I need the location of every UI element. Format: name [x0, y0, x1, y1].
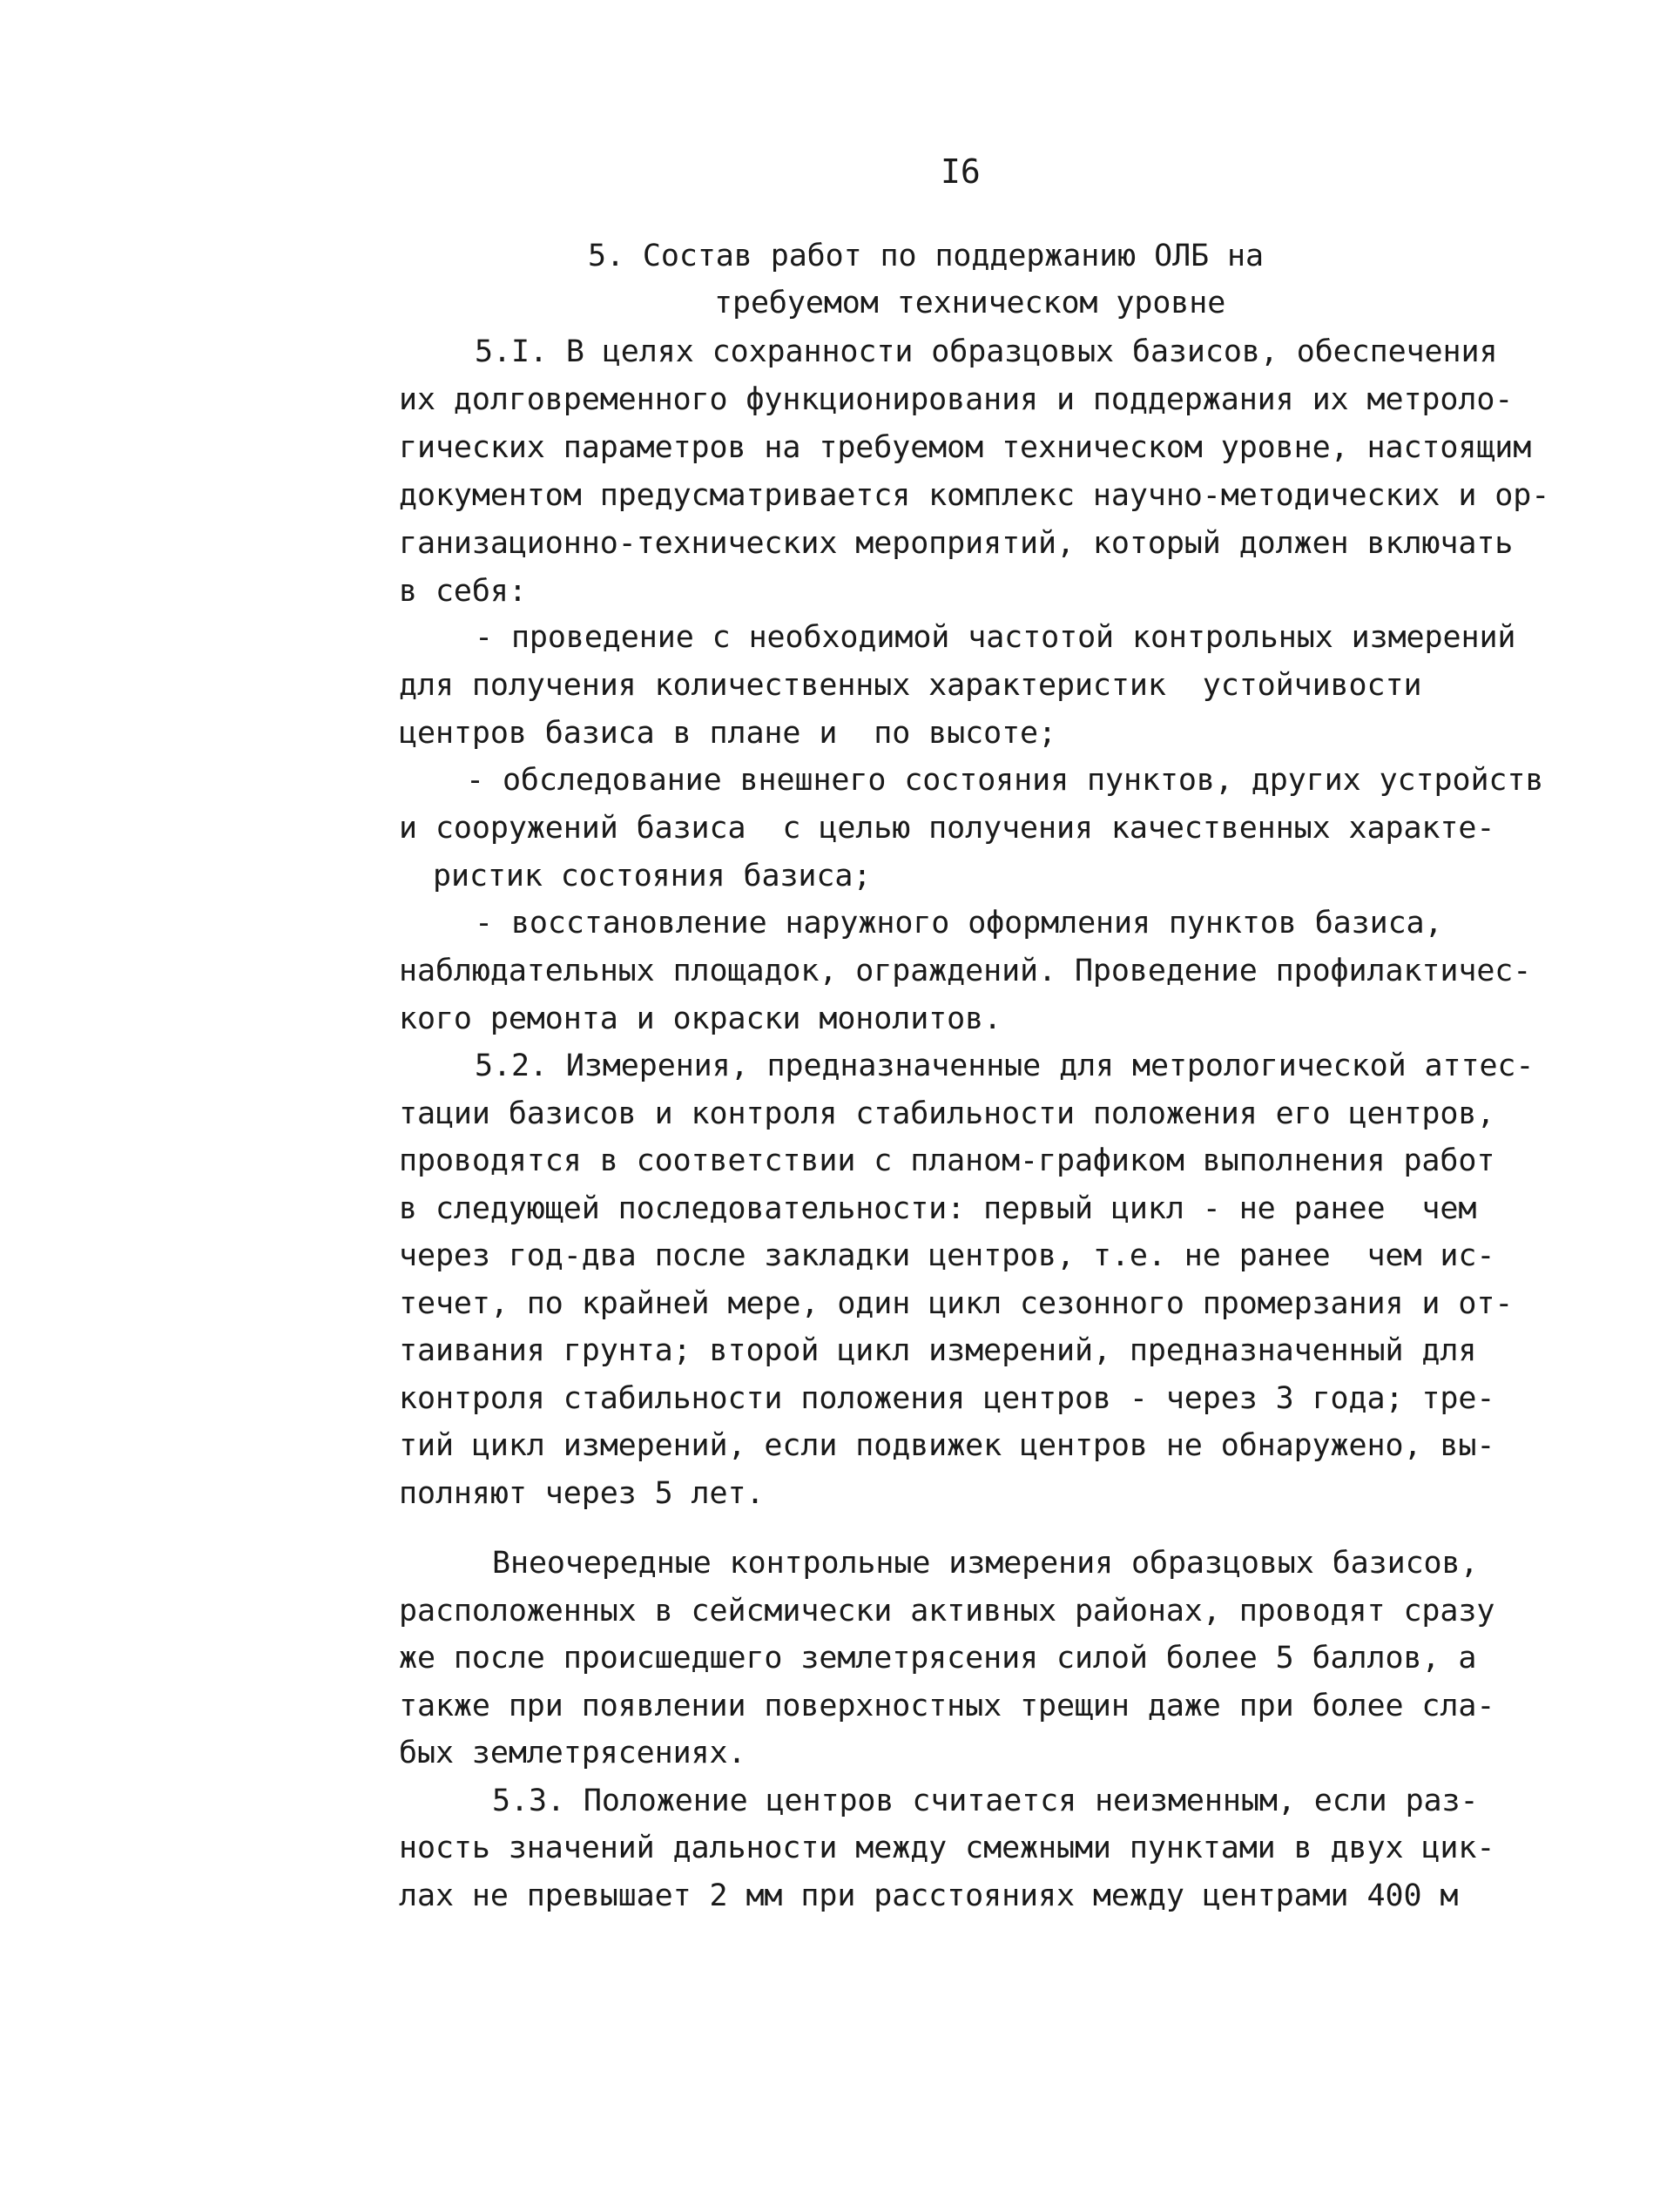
text-line: Внеочередные контрольные измерения образцовых базисов,: [492, 1546, 1479, 1581]
text-line: их долговременного функционирования и поддержания их метроло-: [399, 382, 1514, 417]
page-number: I6: [941, 152, 981, 191]
list-item-line: и сооружений базиса с целью получения качественных характе-: [399, 811, 1495, 846]
text-line: также при появлении поверхностных трещин даже при более сла-: [399, 1689, 1495, 1723]
list-item-line: для получения количественных характеристик устойчивости: [399, 668, 1422, 703]
text-line: течет, по крайней мере, один цикл сезонного промерзания и от-: [399, 1286, 1514, 1321]
text-line: 5.I. В целях сохранности образцовых базисов, обеспечения: [475, 334, 1498, 369]
text-line: бых землетрясениях.: [399, 1736, 746, 1770]
section-heading-line-2: требуемом техническом уровне: [714, 286, 1226, 320]
text-line: проводятся в соответствии с планом-графиком выполнения работ: [399, 1143, 1495, 1178]
text-line: тий цикл измерений, если подвижек центров не обнаружено, вы-: [399, 1428, 1495, 1463]
text-line: документом предусматривается комплекс научно-методических и ор-: [399, 478, 1550, 513]
text-line: ность значений дальности между смежными пунктами в двух цик-: [399, 1831, 1495, 1865]
list-item-line: ристик состояния базиса;: [433, 859, 872, 894]
text-line: гических параметров на требуемом техническом уровне, настоящим: [399, 430, 1532, 465]
text-line: же после происшедшего землетрясения силой более 5 баллов, а: [399, 1641, 1477, 1676]
text-line: ганизационно-технических мероприятий, который должен включать: [399, 526, 1514, 561]
text-line: 5.3. Положение центров считается неизменным, если раз-: [492, 1784, 1479, 1818]
list-item-line: наблюдательных площадок, ограждений. Проведение профилактичес-: [399, 954, 1532, 988]
text-line: полняют через 5 лет.: [399, 1476, 765, 1511]
text-line: контроля стабильности положения центров - через 3 года; тре-: [399, 1381, 1495, 1416]
list-item-line: кого ремонта и окраски монолитов.: [399, 1001, 1002, 1036]
list-item-line: - обследование внешнего состояния пунктов, других устройств: [466, 763, 1544, 798]
list-item-line: центров базиса в плане и по высоте;: [399, 716, 1056, 751]
list-item-line: - проведение с необходимой частотой контрольных измерений: [475, 620, 1516, 655]
list-item-line: - восстановление наружного оформления пунктов базиса,: [475, 906, 1443, 941]
text-line: 5.2. Измерения, предназначенные для метрологической аттес-: [475, 1049, 1535, 1083]
text-line: в следующей последовательности: первый цикл - не ранее чем: [399, 1191, 1477, 1226]
section-heading-line-1: 5. Состав работ по поддержанию ОЛБ на: [588, 239, 1264, 273]
text-line: таивания грунта; второй цикл измерений, предназначенный для: [399, 1333, 1477, 1368]
text-line: через год-два после закладки центров, т.е. не ранее чем ис-: [399, 1238, 1495, 1273]
text-line: лах не превышает 2 мм при расстояниях между центрами 400 м: [399, 1878, 1459, 1913]
text-line: расположенных в сейсмически активных районах, проводят сразу: [399, 1594, 1495, 1629]
text-line: тации базисов и контроля стабильности положения его центров,: [399, 1096, 1495, 1131]
text-line: в себя:: [399, 574, 527, 609]
